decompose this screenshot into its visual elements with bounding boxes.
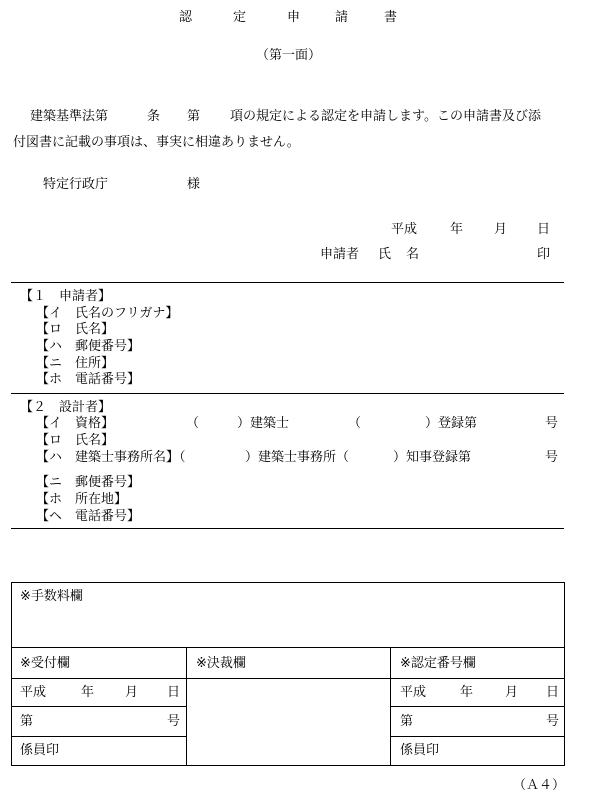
- box-col-line-1: [186, 647, 187, 766]
- reception-date-era: 平成: [20, 685, 47, 700]
- paper-size-label: （Ａ４）: [513, 778, 566, 793]
- date-era: 平成: [391, 222, 418, 237]
- reception-number-dai: 第: [20, 714, 34, 729]
- box-row-line-1: [11, 647, 565, 648]
- reception-staff-seal: 係員印: [20, 743, 60, 758]
- applicant-name-char-2: 名: [406, 247, 420, 262]
- box-row-line-4-left: [11, 736, 186, 737]
- applicant-name-char-1: 氏: [378, 247, 392, 262]
- divider-2: [11, 393, 564, 394]
- date-day: 日: [537, 222, 551, 237]
- statement-rest: 項の規定による認定を申請します。この申請書及び添: [230, 109, 541, 124]
- statement-paragraph: 第: [187, 109, 201, 124]
- designer-name-label: 【ロ 氏名】: [36, 433, 115, 448]
- box-col-line-2: [390, 647, 391, 766]
- cert-number-label: ※認定番号欄: [400, 656, 476, 671]
- section1-item-name: 【ロ 氏名】: [36, 322, 115, 337]
- qualification-architect: ）建築士: [237, 416, 290, 431]
- addressee-office: 特定行政庁: [43, 177, 109, 192]
- section1-item-furigana: 【イ 氏名のフリガナ】: [36, 306, 179, 321]
- applicant-label: 申請者: [320, 247, 360, 262]
- date-month: 月: [494, 222, 508, 237]
- section2-item-postal: 【ニ 郵便番号】: [36, 475, 141, 490]
- section2-heading: 【２ 設計者】: [20, 400, 112, 415]
- statement-law: 建築基準法第: [30, 109, 109, 124]
- title-char-5: 書: [384, 10, 398, 25]
- section1-item-phone: 【ホ 電話番号】: [36, 372, 141, 387]
- reception-number-go: 号: [167, 714, 181, 729]
- section2-item-location: 【ホ 所在地】: [36, 492, 128, 507]
- qualification-registration: ）登録第: [425, 416, 478, 431]
- statement-article: 条: [147, 109, 161, 124]
- title-char-3: 申: [287, 10, 301, 25]
- title-char-2: 定: [233, 10, 247, 25]
- decision-label: ※決裁欄: [196, 656, 246, 671]
- reception-date-year: 年: [81, 685, 95, 700]
- qualification-label: 【イ 資格】: [36, 416, 115, 431]
- fee-field-label: ※手数料欄: [20, 589, 83, 604]
- cert-staff-seal: 係員印: [400, 743, 440, 758]
- cert-date-year: 年: [460, 685, 474, 700]
- divider-3: [11, 528, 564, 529]
- addressee-honorific: 様: [187, 177, 201, 192]
- cert-number-go: 号: [546, 714, 560, 729]
- reception-label: ※受付欄: [20, 656, 70, 671]
- reception-date-month: 月: [125, 685, 139, 700]
- title-char-1: 認: [179, 10, 193, 25]
- office-architect-office: ）建築士事務所（: [245, 450, 350, 465]
- section1-heading: 【１ 申請者】: [20, 289, 112, 304]
- qualification-paren-open-1: （: [186, 416, 200, 431]
- section2-item-phone: 【ヘ 電話番号】: [36, 509, 141, 524]
- section1-item-postal: 【ハ 郵便番号】: [36, 339, 141, 354]
- box-row-line-4-right: [390, 736, 565, 737]
- divider-1: [11, 282, 564, 283]
- office-label: 【ハ 建築士事務所名】（: [36, 450, 186, 465]
- office-registration: ）知事登録第: [393, 450, 472, 465]
- title-char-4: 請: [335, 10, 349, 25]
- section1-item-address: 【ニ 住所】: [36, 356, 115, 371]
- applicant-seal: 印: [537, 247, 551, 262]
- cert-date-era: 平成: [400, 685, 427, 700]
- qualification-paren-open-2: （: [348, 416, 362, 431]
- statement-line2: 付図書に記載の事項は、事実に相違ありません。: [13, 135, 300, 150]
- office-use-box: [11, 582, 565, 766]
- date-year: 年: [450, 222, 464, 237]
- box-row-line-2-left: [11, 678, 565, 679]
- cert-number-dai: 第: [400, 714, 414, 729]
- box-row-line-3-left: [11, 706, 186, 707]
- office-go: 号: [545, 450, 559, 465]
- cert-date-month: 月: [505, 685, 519, 700]
- page-label: （第一面）: [256, 48, 322, 63]
- reception-date-day: 日: [167, 685, 181, 700]
- cert-date-day: 日: [546, 685, 560, 700]
- box-row-line-3-right: [390, 706, 565, 707]
- qualification-go: 号: [545, 416, 559, 431]
